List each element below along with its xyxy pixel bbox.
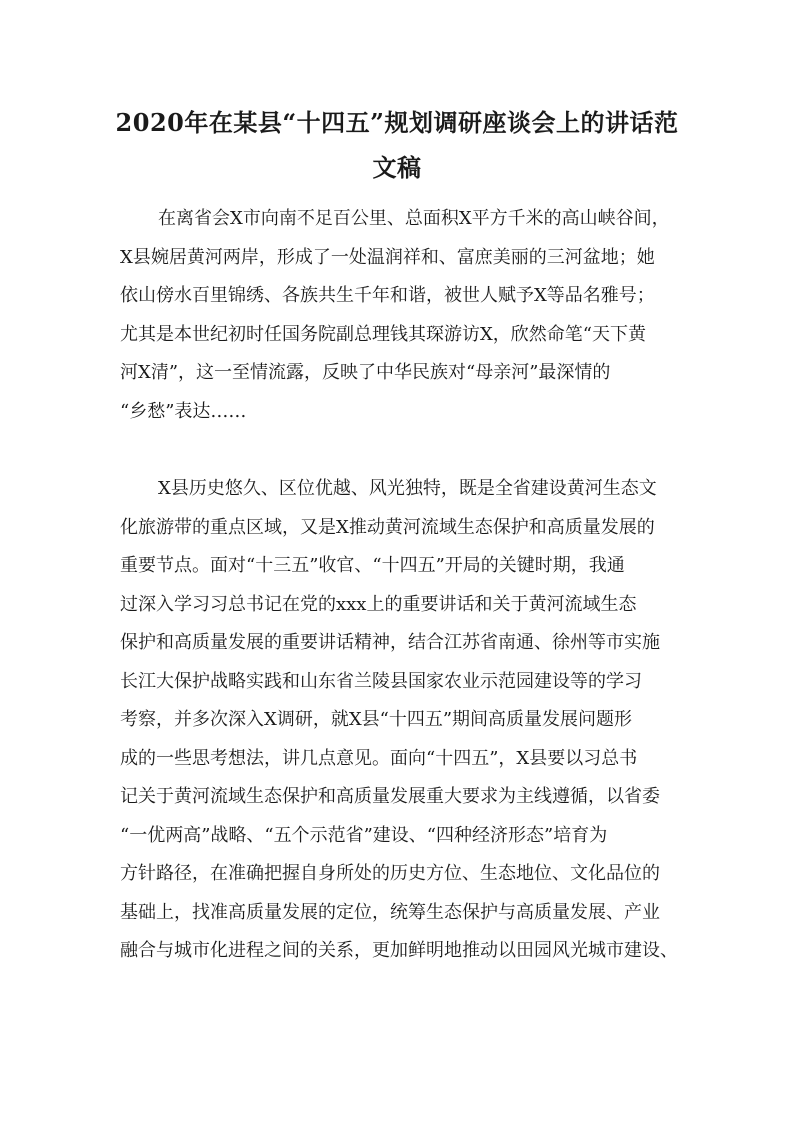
- paragraph-line: 尤其是本世纪初时任国务院副总理钱其琛游访X，欣然命笔“天下黄: [120, 323, 647, 345]
- paragraph-line: 考察，并多次深入X调研，就X县“十四五”期间高质量发展问题形: [120, 709, 633, 730]
- paragraph-line: 融合与城市化进程之间的关系，更加鲜明地推动以田园风光城市建设、: [120, 940, 678, 961]
- paragraph-line: 化旅游带的重点区域，又是X推动黄河流域生态保护和高质量发展的: [120, 516, 655, 538]
- paragraph-line: 过深入学习习总书记在党的xxx上的重要讲话和关于黄河流域生态: [120, 593, 637, 615]
- paragraph-2: [120, 470, 686, 971]
- paragraph-line: “一优两高”战略、“五个示范省”建设、“四种经济形态”培育为: [120, 824, 608, 846]
- paragraph-line: 方针路径，在准确把握自身所处的历史方位、生态地位、文化品位的: [120, 863, 660, 884]
- paragraph-line: X县历史悠久、区位优越、风光独特，既是全省建设黄河生态文: [158, 478, 657, 499]
- paragraph-line: 长江大保护战略实践和山东省兰陵县国家农业示范园建设等的学习: [120, 670, 642, 692]
- paragraph-line: X县婉居黄河两岸，形成了一处温润祥和、富庶美丽的三河盆地；她: [120, 246, 655, 268]
- title-line: 文稿: [372, 153, 422, 182]
- paragraph-1: [120, 200, 686, 431]
- paragraph-line: 重要节点。面对“十三五”收官、“十四五”开局的关键时期，我通: [120, 555, 625, 576]
- paragraph-line: 河X清”，这一至情流露，反映了中华民族对“母亲河”最深情的: [120, 362, 611, 383]
- paragraph-line: “乡愁”表达……: [120, 400, 247, 422]
- paragraph-line: 保护和高质量发展的重要讲话精神，结合江苏省南通、徐州等市实施: [120, 632, 660, 653]
- paragraph-line: 依山傍水百里锦绣、各族共生千年和谐，被世人赋予X等品名雅号；: [120, 285, 655, 306]
- document-title: [100, 100, 694, 190]
- paragraph-line: 成的一些思考想法，讲几点意见。面向“十四五”，X县要以习总书: [120, 747, 638, 769]
- title-line: 2020年在某县“十四五”规划调研座谈会上的讲话范: [115, 108, 679, 137]
- paragraph-line: 在离省会X市向南不足百公里、总面积X平方千米的高山峡谷间，: [158, 208, 670, 229]
- paragraph-line: 基础上，找准高质量发展的定位，统筹生态保护与高质量发展、产业: [120, 901, 660, 923]
- paragraph-line: 记关于黄河流域生态保护和高质量发展重大要求为主线遵循，以省委: [120, 786, 660, 807]
